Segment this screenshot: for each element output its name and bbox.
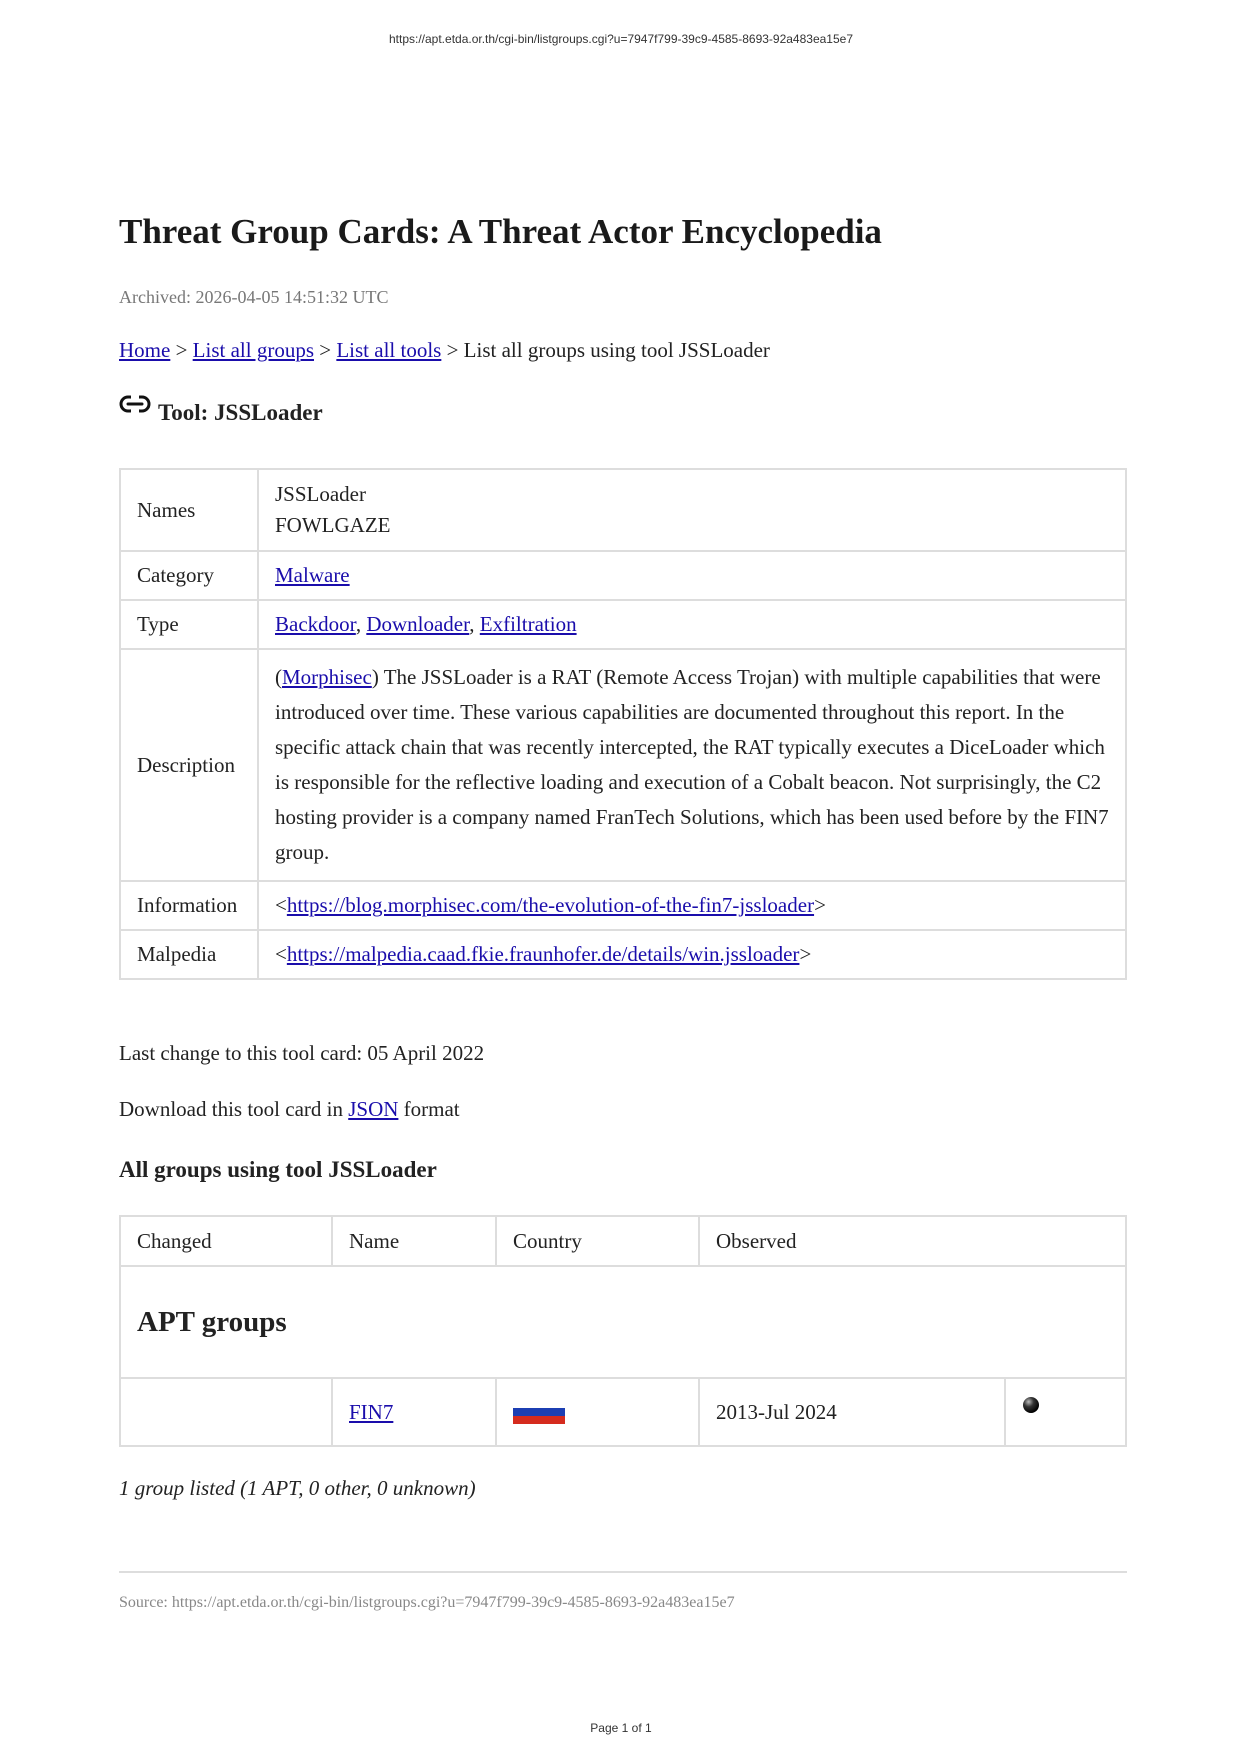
type-separator: ,: [469, 612, 480, 636]
groups-table: [119, 1215, 1127, 1447]
type-label: Type: [120, 600, 258, 649]
tool-info-table: [119, 468, 1127, 980]
groups-header-row: [120, 1216, 1126, 1266]
group-changed: [120, 1378, 332, 1446]
table-row: [120, 1378, 1126, 1446]
flag-stripe: [513, 1408, 565, 1416]
group-status-cell: [1005, 1378, 1126, 1446]
information-link[interactable]: https://blog.morphisec.com/the-evolution-of-the-fin7-jssloader: [286, 893, 815, 917]
print-header-url: https://apt.etda.or.th/cgi-bin/listgroups.cgi?u=7947f799-39c9-4585-8693-92a483ea15e7: [388, 32, 853, 46]
group-name-cell: [332, 1378, 496, 1446]
category-value: [258, 551, 1126, 600]
category-row: [120, 551, 1126, 600]
category-label: Category: [120, 551, 258, 600]
column-header-changed: Changed: [120, 1216, 332, 1266]
angle-close: >: [799, 942, 812, 966]
description-paren: (: [275, 665, 282, 689]
group-name-link[interactable]: FIN7: [349, 1399, 394, 1424]
divider: [119, 1571, 1127, 1573]
link-icon: [119, 394, 151, 414]
archived-timestamp: Archived: 2026-04-05 14:51:32 UTC: [119, 287, 389, 307]
description-value: [258, 649, 1126, 881]
source-url: Source: https://apt.etda.or.th/cgi-bin/listgroups.cgi?u=7947f799-39c9-4585-8693-92a483ea15e7: [119, 1594, 735, 1611]
groups-summary: 1 group listed (1 APT, 0 other, 0 unknown): [119, 1476, 476, 1500]
group-country-cell: [496, 1378, 699, 1446]
malpedia-value: [258, 930, 1126, 979]
description-text: ) The JSSLoader is a RAT (Remote Access Trojan) with multiple capabilities that were introduced over time. These various capabilities are documented throughout this report. In the specific attack chain that was recently intercepted, the RAT typically executes a DiceLoader which is responsible for the reflective loading and execution of a Cobalt beacon. Not surprisingly, the C2 hosting provider is a company named FranTech Solutions, which has been used before by the FIN7 group.: [275, 665, 1109, 864]
category-link[interactable]: Malware: [275, 563, 350, 587]
flag-stripe: [513, 1400, 565, 1408]
malpedia-label: Malpedia: [120, 930, 258, 979]
type-link[interactable]: Downloader: [366, 612, 470, 636]
json-download-link[interactable]: JSON: [348, 1097, 399, 1121]
section-row: [120, 1266, 1126, 1378]
tool-heading: [119, 400, 323, 426]
type-link[interactable]: Exfiltration: [479, 612, 577, 636]
column-header-name: Name: [332, 1216, 496, 1266]
breadcrumb-separator: >: [170, 338, 193, 362]
names-value: [258, 469, 1126, 551]
information-row: [120, 881, 1126, 930]
information-label: Information: [120, 881, 258, 930]
russia-flag-icon: [513, 1400, 565, 1424]
breadcrumb-home-link[interactable]: Home: [119, 338, 171, 362]
flag-stripe: [513, 1416, 565, 1424]
malpedia-row: [120, 930, 1126, 979]
description-row: [120, 649, 1126, 881]
tool-heading-text: Tool: JSSLoader: [158, 400, 323, 425]
names-label: Names: [120, 469, 258, 551]
breadcrumb: [119, 338, 770, 363]
download-line: [119, 1097, 460, 1122]
last-change-text: Last change to this tool card: 05 April 2022: [119, 1041, 485, 1065]
angle-open: <: [275, 893, 287, 917]
print-page-number: Page 1 of 1: [590, 1721, 652, 1735]
information-value: [258, 881, 1126, 930]
angle-open: <: [275, 942, 287, 966]
type-separator: ,: [355, 612, 367, 636]
description-source-link[interactable]: Morphisec: [282, 665, 372, 689]
name-item: JSSLoader: [275, 482, 366, 506]
column-header-country: Country: [496, 1216, 699, 1266]
breadcrumb-separator: >: [314, 338, 337, 362]
breadcrumb-tools-link[interactable]: List all tools: [336, 338, 442, 362]
breadcrumb-groups-link[interactable]: List all groups: [192, 338, 314, 362]
black-sphere-icon: [1022, 1396, 1040, 1414]
column-header-observed: Observed: [699, 1216, 1126, 1266]
angle-close: >: [814, 893, 826, 917]
page-title: Threat Group Cards: A Threat Actor Encyclopedia: [119, 212, 882, 251]
type-row: [120, 600, 1126, 649]
description-label: Description: [120, 649, 258, 881]
download-prefix: Download this tool card in: [119, 1097, 349, 1121]
group-observed: 2013-Jul 2024: [699, 1378, 1005, 1446]
names-row: [120, 469, 1126, 551]
name-item: FOWLGAZE: [275, 513, 391, 537]
type-value: [258, 600, 1126, 649]
groups-heading: All groups using tool JSSLoader: [119, 1157, 437, 1182]
download-suffix: format: [398, 1097, 460, 1121]
type-link[interactable]: Backdoor: [275, 612, 356, 636]
apt-groups-section-title: APT groups: [120, 1266, 1126, 1378]
malpedia-link[interactable]: https://malpedia.caad.fkie.fraunhofer.de/details/win.jssloader: [286, 942, 800, 966]
breadcrumb-current: > List all groups using tool JSSLoader: [441, 338, 770, 362]
